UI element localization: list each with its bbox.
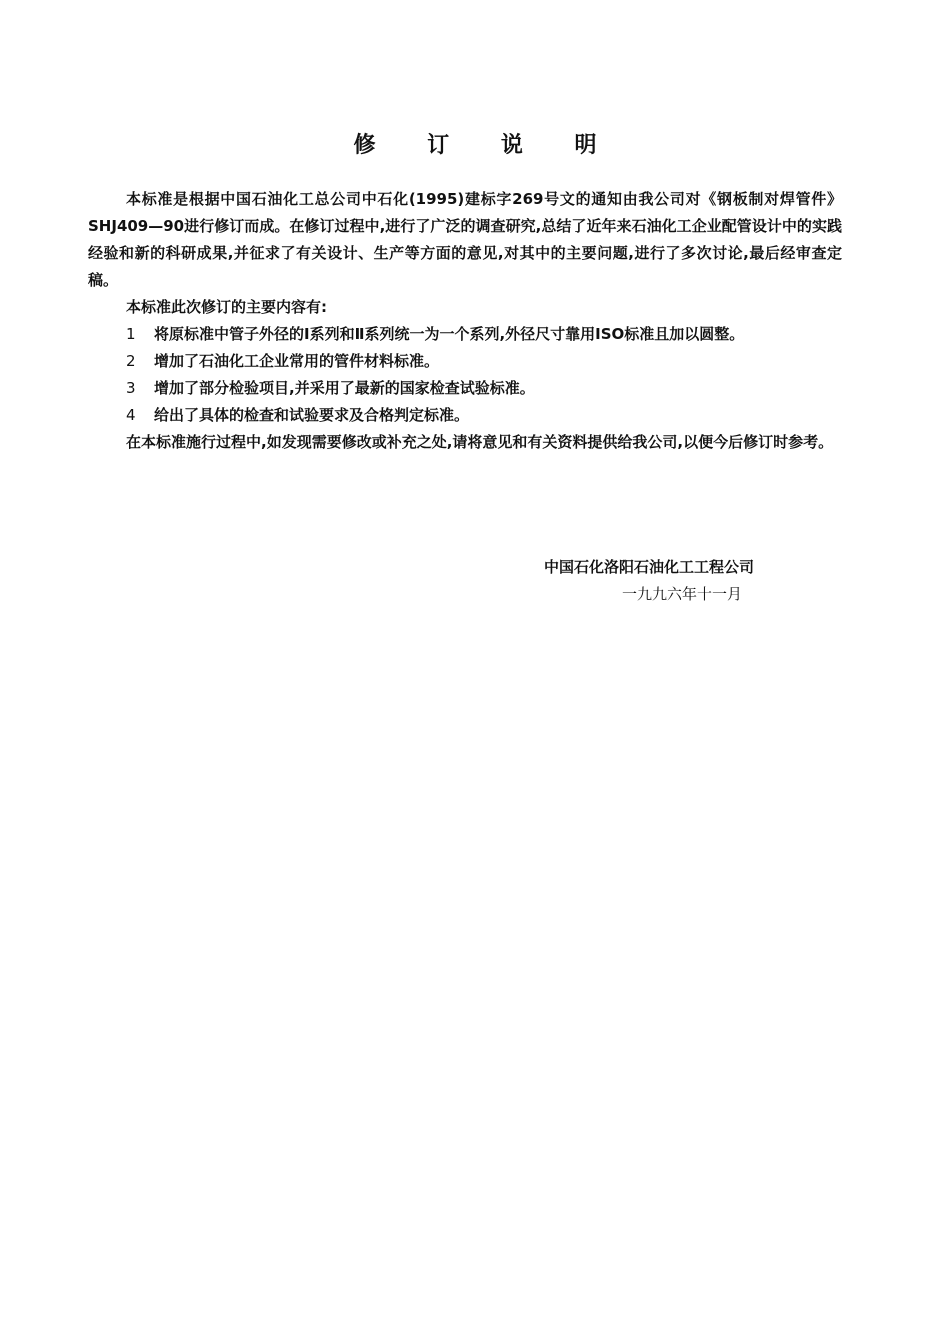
- signature-block: [544, 554, 824, 608]
- signature-date: 一九九六年十一月: [622, 585, 743, 603]
- list-item-text: 将原标准中管子外径的Ⅰ系列和Ⅱ系列统一为一个系列,外径尺寸靠用ISO标准且加以圆整。: [154, 325, 745, 343]
- list-item: [88, 402, 842, 429]
- list-item: [88, 321, 842, 348]
- list-item: [88, 375, 842, 402]
- list-heading: 本标准此次修订的主要内容有:: [126, 298, 327, 316]
- list-item-text: 增加了石油化工企业常用的管件材料标准。: [154, 352, 440, 370]
- closing-paragraph: 在本标准施行过程中,如发现需要修改或补充之处,请将意见和有关资料提供给我公司,以便今后修订时参考。: [126, 433, 834, 451]
- page-title: 修 订 说 明: [353, 133, 619, 158]
- intro-paragraph: 本标准是根据中国石油化工总公司中石化(1995)建标字269号文的通知由我公司对《钢板制对焊管件》SHJ409—90进行修订而成。在修订过程中,进行了广泛的调查研究,总结了近年来石油化工企业配管设计中的实践经验和新的科研成果,并征求了有关设计、生产等方面的意见,对其中的主要问题,进行了多次讨论,最后经审查定稿。: [88, 190, 842, 289]
- list-item: [88, 348, 842, 375]
- list-item-number: 3: [126, 379, 136, 397]
- signature-organization: 中国石化洛阳石油化工工程公司: [544, 558, 755, 576]
- list-item-number: 2: [126, 352, 136, 370]
- list-item-text: 给出了具体的检查和试验要求及合格判定标准。: [154, 406, 470, 424]
- document-body: [88, 186, 842, 456]
- list-item-text: 增加了部分检验项目,并采用了最新的国家检查试验标准。: [154, 379, 535, 397]
- list-item-number: 1: [126, 325, 136, 343]
- list-item-number: 4: [126, 406, 136, 424]
